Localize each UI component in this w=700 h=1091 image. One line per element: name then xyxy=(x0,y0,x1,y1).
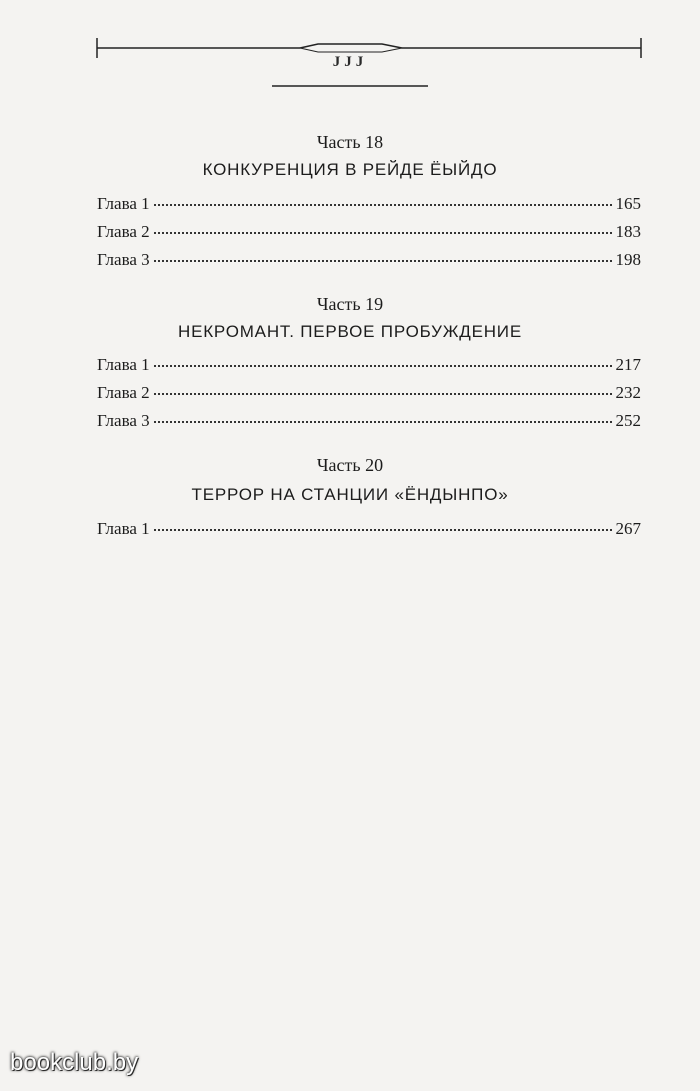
page-number: JJJ xyxy=(332,54,368,70)
decorative-header xyxy=(0,0,700,100)
part-title: НЕКРОМАНТ. ПЕРВОЕ ПРОБУЖДЕНИЕ xyxy=(178,322,522,341)
watermark: bookclub.by xyxy=(10,1049,139,1076)
dot-leader xyxy=(154,203,612,206)
chapter-page: 252 xyxy=(615,411,641,430)
dot-leader xyxy=(154,528,612,531)
toc-entry xyxy=(97,383,641,407)
toc-entry xyxy=(97,222,641,246)
toc-entry xyxy=(97,355,641,379)
chapter-page: 217 xyxy=(615,355,641,374)
chapter-name: Глава 3 xyxy=(97,250,150,269)
chapter-page: 198 xyxy=(615,250,641,269)
part-title: КОНКУРЕНЦИЯ В РЕЙДЕ ЁЫЙДО xyxy=(202,160,498,179)
chapter-name: Глава 1 xyxy=(97,194,150,213)
toc-entry xyxy=(97,250,641,274)
toc-entry xyxy=(97,194,641,218)
dot-leader xyxy=(154,259,612,262)
chapter-page: 232 xyxy=(615,383,641,402)
dot-leader xyxy=(154,364,612,367)
toc-entry xyxy=(97,519,641,543)
dot-leader xyxy=(154,420,612,423)
chapter-name: Глава 1 xyxy=(97,519,150,538)
part-label: Часть 20 xyxy=(316,455,384,475)
part-label: Часть 18 xyxy=(316,132,384,152)
chapter-page: 267 xyxy=(615,519,641,538)
part-title: ТЕРРОР НА СТАНЦИИ «ЁНДЫНПО» xyxy=(191,485,509,504)
chapter-name: Глава 1 xyxy=(97,355,150,374)
chapter-page: 165 xyxy=(615,194,641,213)
chapter-name: Глава 3 xyxy=(97,411,150,430)
chapter-page: 183 xyxy=(615,222,641,241)
toc-entry xyxy=(97,411,641,435)
part-label: Часть 19 xyxy=(316,294,384,314)
chapter-name: Глава 2 xyxy=(97,222,150,241)
header-ornament xyxy=(0,0,700,100)
chapter-name: Глава 2 xyxy=(97,383,150,402)
dot-leader xyxy=(154,392,612,395)
dot-leader xyxy=(154,231,612,234)
